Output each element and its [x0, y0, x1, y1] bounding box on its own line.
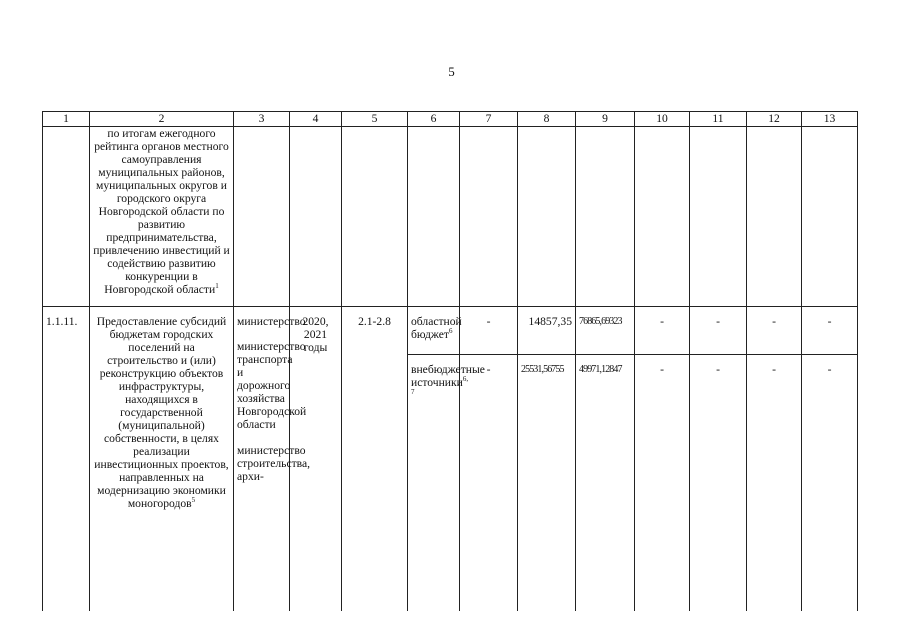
footnote-mark: 6, 7 — [411, 375, 469, 397]
table-row-1-1-11 — [43, 307, 858, 355]
description-cell — [90, 307, 234, 611]
header-cell: 2 — [90, 112, 234, 127]
value-cell: - — [747, 355, 802, 611]
header-cell: 8 — [518, 112, 576, 127]
value-cell: - — [690, 307, 747, 355]
value-cell: - — [802, 307, 858, 355]
target-cell: 2.1-2.8 — [342, 307, 408, 611]
value-cell: - — [635, 307, 690, 355]
value-cell: - — [747, 307, 802, 355]
value-cell: - — [802, 355, 858, 611]
row-number-cell — [43, 127, 90, 307]
footnote-mark: 1 — [215, 282, 219, 291]
source-name: областной бюджет — [411, 315, 462, 341]
source-name-cell — [408, 355, 485, 611]
header-row — [43, 112, 858, 127]
executor: министерство — [237, 315, 306, 328]
header-cell: 11 — [690, 112, 747, 127]
header-cell: 6 — [408, 112, 460, 127]
description-cell — [90, 127, 234, 307]
value-cell: 76865,69323 — [576, 307, 635, 355]
executor: министерство строительства, архи- — [237, 444, 311, 483]
row-description: Предоставление субсидий бюджетам городских поселений на строительство и (или) реконструкцию объектов инфраструктуры, находящихся в государственной (муниципальной) собственности, в целях реализации инвестиционных проектов, направленных на модернизацию экономики моногородов — [94, 315, 229, 510]
footnote-mark: 5 — [191, 496, 196, 505]
header-cell: 7 — [460, 112, 518, 127]
header-cell: 3 — [234, 112, 290, 127]
executor: министерство транспорта и дорожного хозяйства Новгородской области — [237, 340, 307, 431]
page-number: 5 — [448, 64, 455, 79]
header-cell: 10 — [635, 112, 690, 127]
executors-cell — [234, 307, 311, 611]
row-number: 1.1.11. — [43, 307, 90, 611]
footnote-mark: 6 — [448, 327, 453, 336]
header-cell: 12 — [747, 112, 802, 127]
value-cell: - — [460, 307, 518, 355]
value-cell: 49971,12847 — [576, 355, 635, 611]
header-cell: 4 — [290, 112, 342, 127]
row-description: по итогам ежегодного рейтинга органов местного самоуправления муниципальных районов, муниципальных округов и городского округа Новгородской области по развитию предпринимательства, привлечению инвестиций и содействию развитию конкуренции в Новгородской области — [93, 127, 230, 296]
value-cell: 14857,35 — [518, 307, 576, 355]
header-cell: 5 — [342, 112, 408, 127]
header-cell: 13 — [802, 112, 858, 127]
value-cell: - — [635, 355, 690, 611]
source-name: внебюджетные источники — [411, 363, 485, 389]
program-table — [42, 111, 858, 611]
header-cell: 1 — [43, 112, 90, 127]
value-cell: - — [690, 355, 747, 611]
source-name-cell — [408, 307, 460, 355]
value-cell: - — [460, 355, 518, 611]
term-cell: 2020, 2021 годы — [290, 307, 342, 611]
table-row-continuation — [43, 127, 858, 307]
header-cell: 9 — [576, 112, 635, 127]
value-cell: 25531,56755 — [518, 355, 576, 611]
